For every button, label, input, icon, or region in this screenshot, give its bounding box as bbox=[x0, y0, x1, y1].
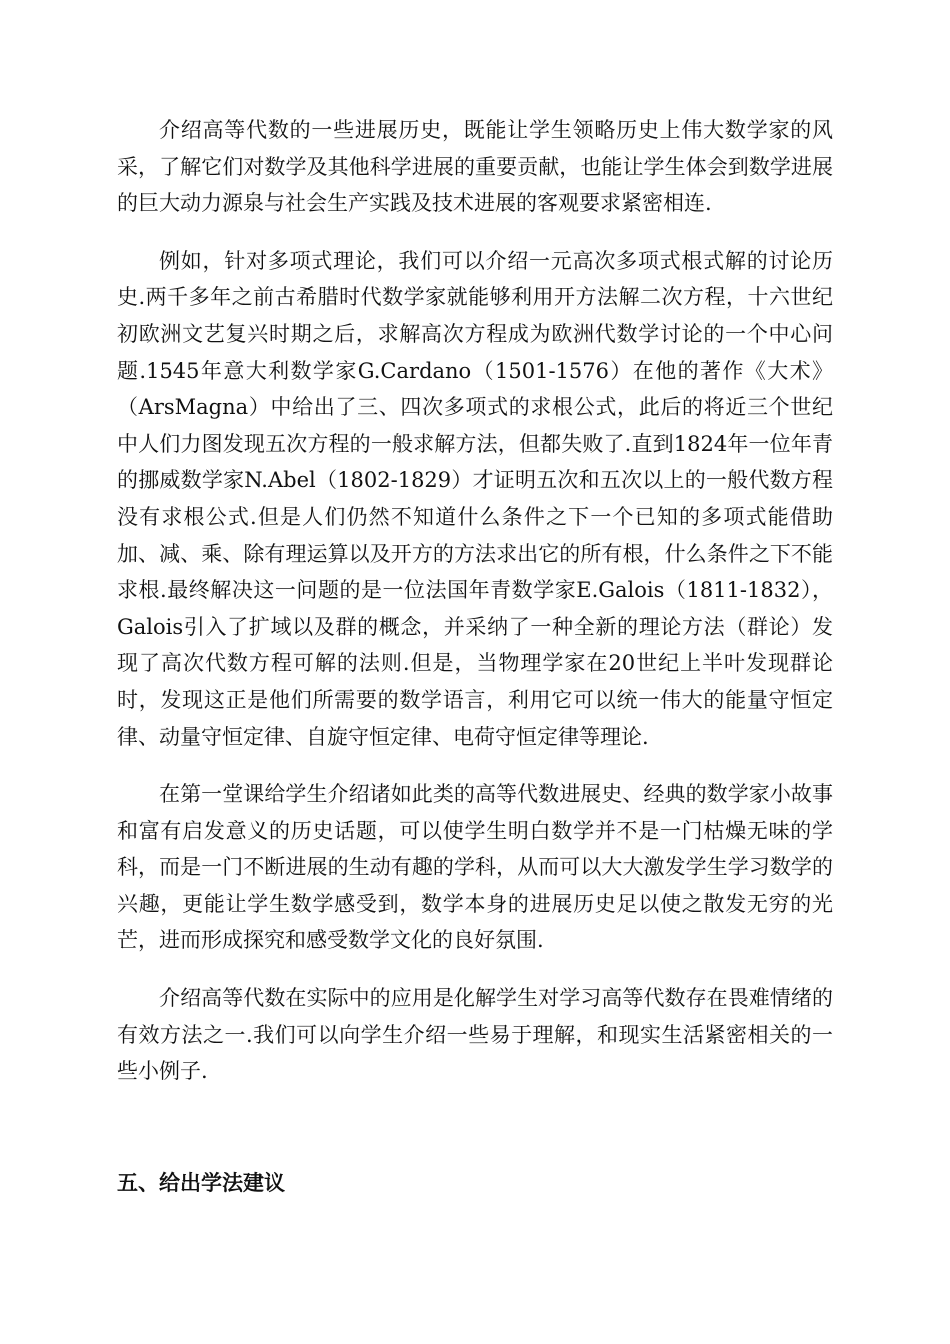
paragraph-first-lesson: 在第一堂课给学生介绍诸如此类的高等代数进展史、经典的数学家小故事和富有启发意义的历史话题，可以使学生明白数学并不是一门枯燥无味的学科，而是一门不断进展的生动有趣的学科，从而可以大大激发学生学习数学的兴趣，更能让学生数学感受到，数学本身的进展历史足以使之散发无穷的光芒，进而形成探究和感受数学文化的良好氛围. bbox=[117, 782, 833, 953]
paragraph-polynomial-example: 例如，针对多项式理论，我们可以介绍一元高次多项式根式解的讨论历史.两千多年之前古希腊时代数学家就能够利用开方法解二次方程，十六世纪初欧洲文艺复兴时期之后，求解高次方程成为欧洲代数学讨论的一个中心问题.1545年意大利数学家G.Cardano（1501-1576）在他的著作《大术》（ArsMagna）中给出了三、四次多项式的求根公式，此后的将近三个世纪中人们力图发现五次方程的一般求解方法，但都失败了.直到1824年一位年青的挪威数学家N.Abel（1802-1829）才证明五次和五次以上的一般代数方程没有求根公式.但是人们仍然不知道什么条件之下一个已知的多项式能借助加、减、乘、除有理运算以及开方的方法求出它的所有根，什么条件之下不能求根.最终解决这一问题的是一位法国年青数学家E.Galois（1811-1832），Galois引入了扩域以及群的概念，并采纳了一种全新的理论方法（群论）发现了高次代数方程可解的法则.但是，当物理学家在20世纪上半叶发现群论时，发现这正是他们所需要的数学语言，利用它可以统一伟大的能量守恒定律、动量守恒定律、自旋守恒定律、电荷守恒定律等理论. bbox=[117, 248, 833, 749]
paragraph-applications: 介绍高等代数在实际中的应用是化解学生对学习高等代数存在畏难情绪的有效方法之一.我们可以向学生介绍一些易于理解，和现实生活紧密相关的一些小例子. bbox=[117, 986, 833, 1084]
document-body bbox=[117, 112, 833, 1111]
paragraph-history-intro: 介绍高等代数的一些进展历史，既能让学生领略历史上伟大数学家的风采，了解它们对数学及其他科学进展的重要贡献，也能让学生体会到数学进展的巨大动力源泉与社会生产实践及技术进展的客观要求紧密相连. bbox=[117, 118, 833, 216]
section-heading: 五、给出学法建议 bbox=[117, 1171, 285, 1195]
